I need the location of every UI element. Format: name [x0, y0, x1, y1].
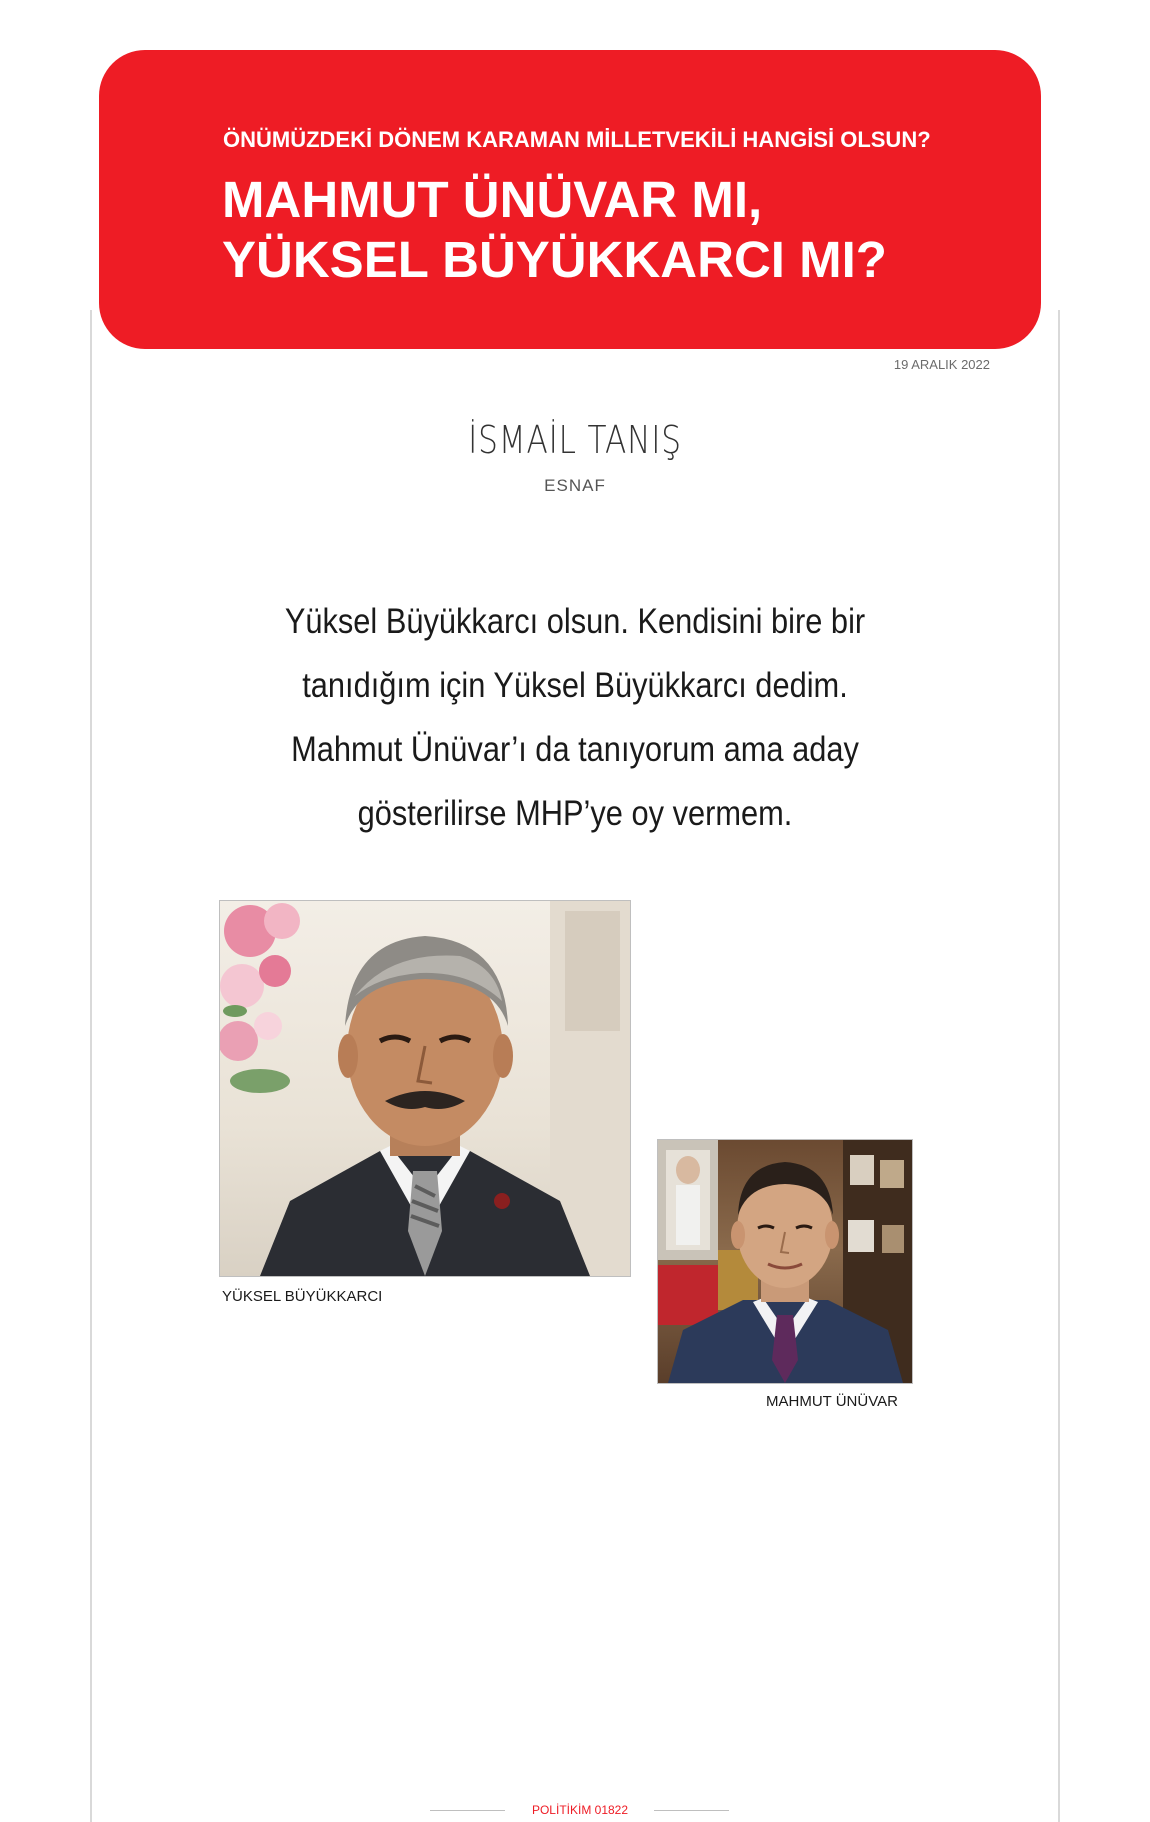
photo-caption-yuksel: YÜKSEL BÜYÜKKARCI	[222, 1288, 383, 1305]
publish-date: 19 ARALIK 2022	[893, 357, 990, 372]
page-frame-left	[90, 310, 92, 1822]
page-frame-right	[1058, 310, 1060, 1822]
portrait-illustration	[220, 901, 630, 1276]
quote-text	[227, 590, 922, 846]
quote-line: Mahmut Ünüvar’ı da tanıyorum ama aday	[291, 730, 859, 769]
quote-line: Yüksel Büyükkarcı olsun. Kendisini bire bir	[284, 602, 866, 641]
quote-line: tanıdığım için Yüksel Büyükkarcı dedim.	[302, 666, 848, 705]
quote-line: gösterilirse MHP’ye oy vermem.	[357, 794, 793, 833]
author-role: ESNAF	[544, 476, 606, 495]
headline-line-1: MAHMUT ÜNÜVAR MI,	[222, 171, 763, 228]
portrait-photo-yuksel	[219, 900, 631, 1277]
portrait-photo-mahmut	[657, 1139, 913, 1384]
photo-caption-mahmut: MAHMUT ÜNÜVAR	[766, 1393, 898, 1410]
author-name: İSMAİL TANIŞ	[468, 418, 682, 462]
portrait-illustration	[658, 1140, 912, 1383]
footer-divider-right	[654, 1810, 729, 1811]
headline	[222, 170, 1022, 290]
footer-divider-left	[430, 1810, 505, 1811]
headline-line-2: YÜKSEL BÜYÜKKARCI MI?	[222, 231, 887, 288]
footer-text: POLİTİKİM 01822	[531, 1803, 629, 1817]
header-kicker: ÖNÜMÜZDEKİ DÖNEM KARAMAN MİLLETVEKİLİ HANGİSİ OLSUN?	[223, 127, 931, 152]
